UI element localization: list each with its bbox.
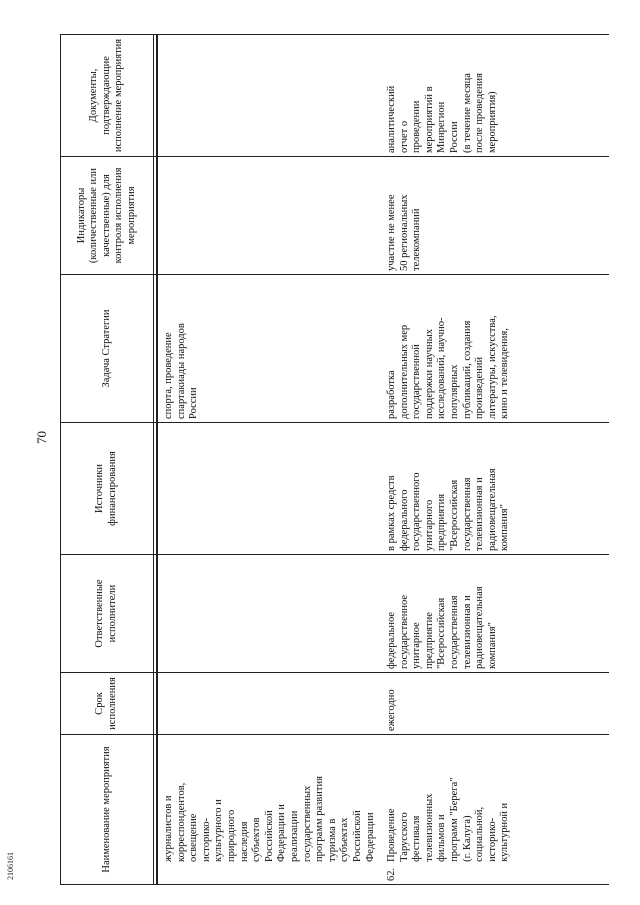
col-header-documents: Документы, подтверждающие исполнение мероприятия — [61, 35, 154, 157]
cell-documents: аналитический отчет о проведении мероприятий в Минрегион России (в течение месяца после проведения мероприятия) — [386, 73, 498, 153]
table-header-row — [61, 35, 154, 885]
cell-task: спорта, проведение спартакиады народов России — [163, 323, 200, 419]
col-header-task: Задача Стратегии — [61, 275, 154, 423]
cell-name: Проведение Тарусского фестиваля телевизионных фильмов и программ "Берега" (г. Калуга) социальной, историко- культурной и — [386, 777, 511, 862]
cell-indicators: участие не менее 50 региональных телекомпаний — [386, 194, 423, 271]
col-header-name: Наименование мероприятия — [61, 735, 154, 885]
table-row-continued — [157, 35, 381, 885]
cell-name: журналистов и корреспондентов, освещение историко- культурного и природного наследия субъектов Российской Федерации и реализации государственных программ развития туризма в субъектах Российской Федерации — [163, 776, 376, 862]
col-header-indicators: Индикаторы (количественные или качественные) для контроля исполнения мероприятия — [61, 157, 154, 275]
table-row-62 — [381, 35, 609, 885]
row-number: 62. — [386, 867, 397, 881]
cell-task: разработка дополнительных мер государственной поддержки научных исследований, научно- популярных публикаций, создания произведений литературы, искусства, кино и телевидения, — [386, 315, 511, 419]
measures-table — [60, 34, 609, 885]
col-header-funding: Источники финансирования — [61, 423, 154, 555]
col-header-executors: Ответственные исполнители — [61, 555, 154, 673]
cell-executors: федеральное государственное унитарное предприятие "Всероссийская государственная телевизионная и радиовещательная компания" — [386, 586, 498, 669]
page-number: 70 — [34, 431, 49, 444]
cell-funding: в рамках средств федерального государственного унитарного предприятия "Всероссийская государственная телевизионная и радиовещательная компания" — [386, 468, 511, 551]
rotated-page — [60, 35, 600, 885]
col-header-term: Срок исполнения — [61, 673, 154, 735]
cell-term: ежегодно — [386, 689, 397, 731]
document-code: 2106161 — [6, 852, 15, 880]
